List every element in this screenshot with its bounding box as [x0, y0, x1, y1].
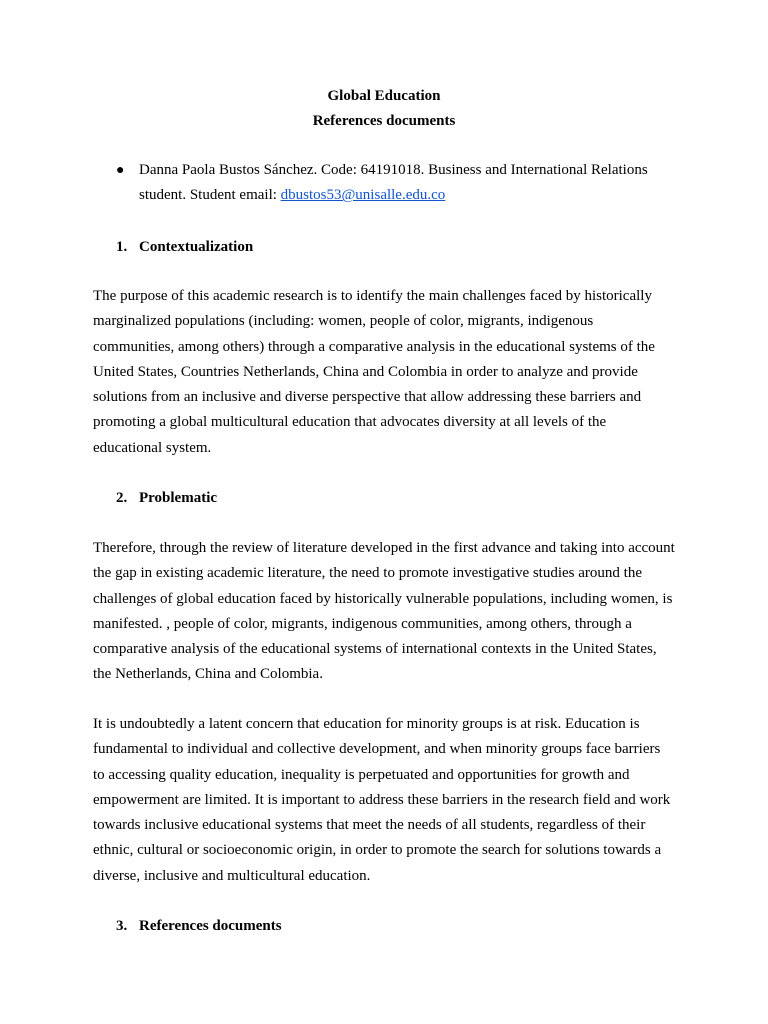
- section-heading-references: [116, 914, 282, 938]
- section-number: 2.: [116, 490, 128, 506]
- paragraph-problematic-1: Therefore, through the review of literature developed in the first advance and taking into account the gap in existing academic literature, the need to promote investigative studies around the challenges of global education faced by historically vulnerable populations, including women, is manifested. , people of color, migrants, indigenous communities, among others, through a comparative analysis of the educational systems of international contexts in the United States, the Netherlands, China and Colombia.: [93, 540, 675, 683]
- section-heading-text: Problematic: [139, 490, 218, 506]
- paragraph-problematic-2: It is undoubtedly a latent concern that education for minority groups is at risk. Education is fundamental to individual and collective development, and when minority groups face barriers to accessing quality education, inequality is perpetuated and opportunities for growth and empowerment are limited. It is important to address these barriers in the research field and work towards inclusive educational systems that meet the needs of all students, regardless of their ethnic, cultural or socioeconomic origin, in order to promote the search for solutions towards a diverse, inclusive and multicultural education.: [93, 716, 671, 884]
- student-email-link[interactable]: dbustos53@unisalle.edu.co: [280, 187, 446, 204]
- document-title: Global Education: [327, 88, 441, 104]
- author-bullet-item: [116, 158, 686, 209]
- section-heading-contextualization: [116, 235, 253, 259]
- section-number: 1.: [116, 239, 128, 255]
- author-info: [139, 158, 686, 209]
- bullet-icon: ●: [116, 163, 125, 178]
- author-info-text: Danna Paola Bustos Sánchez. Code: 64191018. Business and International Relations student. Student email:: [139, 162, 648, 204]
- section-heading-problematic: [116, 486, 217, 510]
- paragraph-contextualization: The purpose of this academic research is to identify the main challenges faced by historically marginalized populations (including: women, people of color, migrants, indigenous communities, among others) through a comparative analysis in the educational systems of the United States, Countries Netherlands, China and Colombia in order to analyze and provide solutions from an inclusive and diverse perspective that allow addressing these barriers and promoting a global multicultural education that advocates diversity at all levels of the educational system.: [93, 288, 655, 456]
- document-subtitle: References documents: [312, 113, 456, 129]
- section-heading-text: References documents: [139, 918, 282, 934]
- section-heading-text: Contextualization: [139, 239, 254, 255]
- section-number: 3.: [116, 918, 128, 934]
